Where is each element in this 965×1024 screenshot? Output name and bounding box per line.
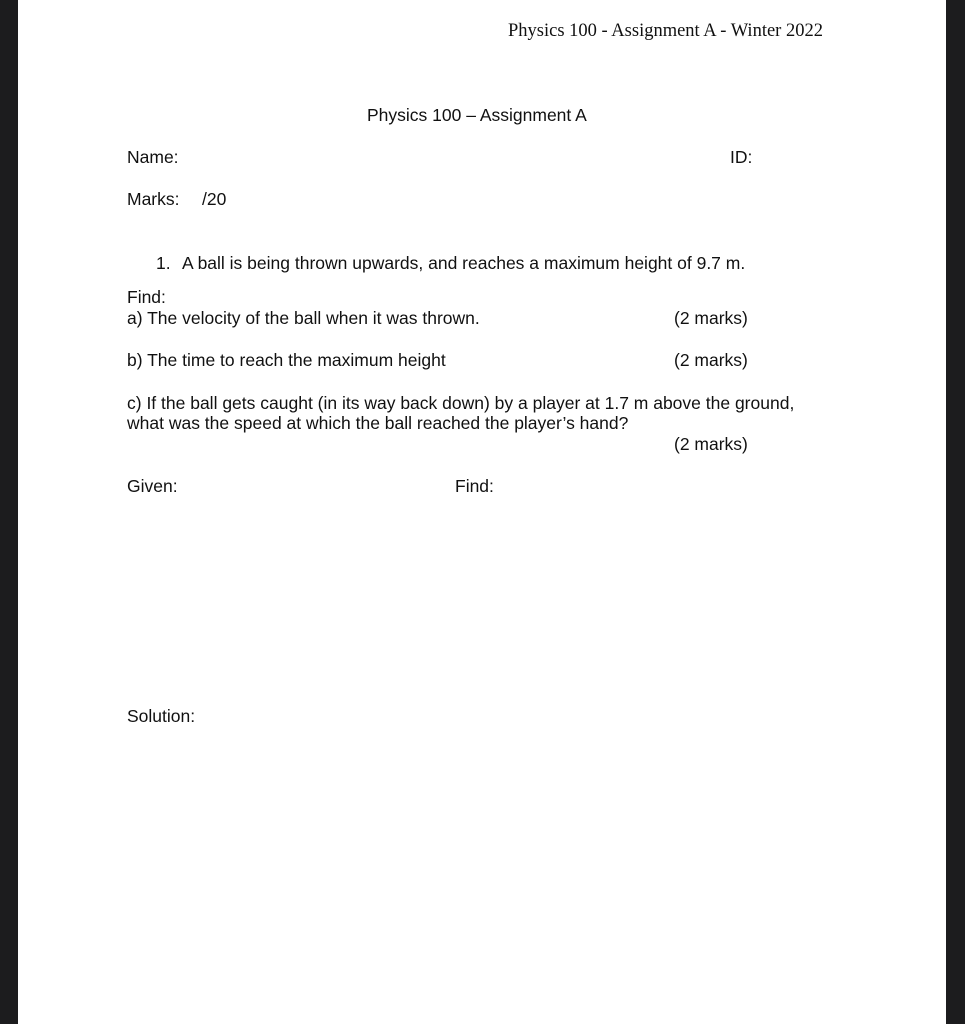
solution-label: Solution: (127, 706, 196, 726)
part-b-marks: (2 marks) (674, 350, 748, 370)
marks-total: /20 (202, 189, 227, 209)
part-a-marks: (2 marks) (674, 308, 748, 328)
question-text: A ball is being thrown upwards, and reaches a maximum height of 9.7 m. (182, 253, 746, 273)
question-number: 1. (156, 253, 171, 273)
find-label: Find: (127, 287, 166, 307)
name-label: Name: (127, 147, 179, 167)
part-b-text: b) The time to reach the maximum height (127, 350, 446, 370)
marks-label: Marks: (127, 189, 180, 209)
page-title: Physics 100 – Assignment A (367, 105, 587, 125)
find-label-2: Find: (455, 476, 494, 496)
part-c-text-line-1: c) If the ball gets caught (in its way back down) by a player at 1.7 m above the ground, (127, 393, 795, 413)
given-label: Given: (127, 476, 178, 496)
id-label: ID: (730, 147, 753, 167)
document-page (18, 0, 946, 1024)
part-a-text: a) The velocity of the ball when it was thrown. (127, 308, 480, 328)
part-c-text-line-2: what was the speed at which the ball reached the player’s hand? (127, 413, 629, 433)
part-c-marks: (2 marks) (674, 434, 748, 454)
running-header: Physics 100 - Assignment A - Winter 2022 (508, 21, 823, 41)
